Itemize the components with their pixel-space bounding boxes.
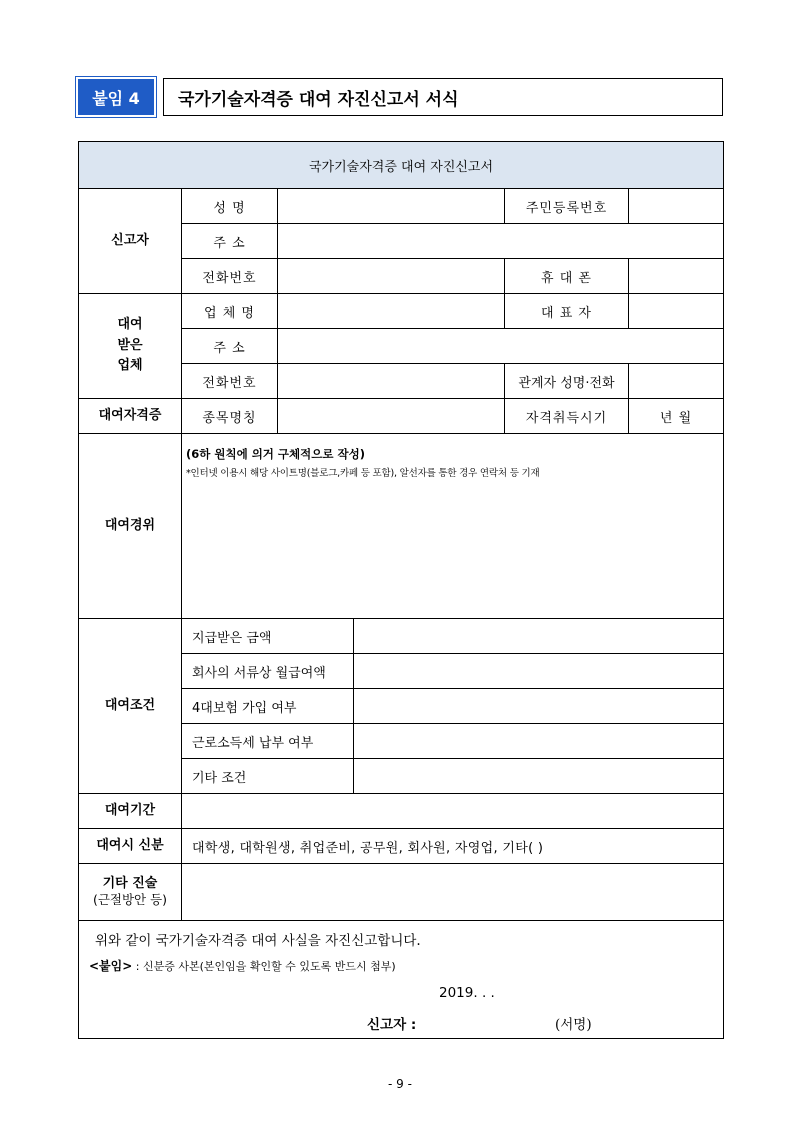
condition-field[interactable] bbox=[354, 759, 724, 794]
declaration-text: 위와 같이 국가기술자격증 대여 사실을 자진신고합니다. bbox=[95, 933, 421, 949]
condition-label: 지급받은 금액 bbox=[182, 619, 354, 654]
attachment-label: <붙임> bbox=[89, 959, 133, 973]
declaration-block bbox=[79, 921, 724, 1039]
rrn-label: 주민등록번호 bbox=[505, 189, 629, 224]
reporter-address-field[interactable] bbox=[278, 224, 724, 259]
company-phone-label: 전화번호 bbox=[182, 364, 278, 399]
contact-person-field[interactable] bbox=[629, 364, 724, 399]
other-statement-field[interactable] bbox=[182, 864, 724, 921]
reporter-section-label: 신고자 bbox=[79, 189, 182, 294]
reporter-address-label: 주 소 bbox=[182, 224, 278, 259]
company-address-field[interactable] bbox=[278, 329, 724, 364]
company-address-label: 주 소 bbox=[182, 329, 278, 364]
company-section-line1: 대여 bbox=[117, 316, 143, 332]
history-section-label: 대여경위 bbox=[79, 434, 182, 619]
mobile-label: 휴 대 폰 bbox=[505, 259, 629, 294]
signature-label[interactable]: (서명) bbox=[555, 1017, 592, 1033]
license-item-label: 종목명칭 bbox=[182, 399, 278, 434]
acquired-date-label: 자격취득시기 bbox=[505, 399, 629, 434]
attachment-tag: 붙임 4 bbox=[78, 79, 154, 115]
condition-label: 근로소득세 납부 여부 bbox=[182, 724, 354, 759]
other-statement-label bbox=[79, 864, 182, 921]
condition-field[interactable] bbox=[354, 724, 724, 759]
rrn-field[interactable] bbox=[629, 189, 724, 224]
report-form bbox=[78, 141, 724, 1039]
other-statement-title: 기타 진술 bbox=[102, 876, 158, 892]
contact-person-label: 관계자 성명·전화 bbox=[505, 364, 629, 399]
condition-label: 4대보험 가입 여부 bbox=[182, 689, 354, 724]
attachment-text: : 신분증 사본(본인임을 확인할 수 있도록 반드시 첨부) bbox=[132, 960, 396, 973]
history-field[interactable] bbox=[182, 434, 724, 619]
condition-label: 회사의 서류상 월급여액 bbox=[182, 654, 354, 689]
license-section-label: 대여자격증 bbox=[79, 399, 182, 434]
company-name-label: 업 체 명 bbox=[182, 294, 278, 329]
period-field[interactable] bbox=[182, 794, 724, 829]
mobile-field[interactable] bbox=[629, 259, 724, 294]
status-options[interactable]: 대학생, 대학원생, 취업준비, 공무원, 회사원, 자영업, 기타( ) bbox=[182, 829, 724, 864]
reporter-phone-field[interactable] bbox=[278, 259, 505, 294]
name-field[interactable] bbox=[278, 189, 505, 224]
history-note-title: (6하 원칙에 의거 구체적으로 작성) bbox=[186, 447, 365, 461]
condition-field[interactable] bbox=[354, 654, 724, 689]
status-section-label: 대여시 신분 bbox=[79, 829, 182, 864]
report-date[interactable]: 2019. . . bbox=[439, 985, 495, 1001]
signer-label: 신고자 : bbox=[367, 1017, 417, 1033]
company-section-label bbox=[79, 294, 182, 399]
section-title: 국가기술자격증 대여 자진신고서 서식 bbox=[163, 78, 723, 116]
conditions-section-label: 대여조건 bbox=[79, 619, 182, 794]
representative-label: 대 표 자 bbox=[505, 294, 629, 329]
period-section-label: 대여기간 bbox=[79, 794, 182, 829]
page-number: - 9 - bbox=[388, 1077, 412, 1091]
company-section-line3: 업체 bbox=[117, 358, 143, 374]
history-note-sub: *인터넷 이용시 해당 사이트명(블로그,카페 등 포함), 알선자를 통한 경우 연락처 등 기재 bbox=[186, 468, 540, 479]
condition-field[interactable] bbox=[354, 689, 724, 724]
attachment-note bbox=[89, 957, 396, 974]
other-statement-sub: (근절방안 등) bbox=[92, 892, 168, 908]
condition-label: 기타 조건 bbox=[182, 759, 354, 794]
representative-field[interactable] bbox=[629, 294, 724, 329]
condition-field[interactable] bbox=[354, 619, 724, 654]
acquired-date-field[interactable]: 년 월 bbox=[629, 399, 724, 434]
license-item-field[interactable] bbox=[278, 399, 505, 434]
reporter-phone-label: 전화번호 bbox=[182, 259, 278, 294]
company-section-line2: 받은 bbox=[117, 337, 143, 353]
company-phone-field[interactable] bbox=[278, 364, 505, 399]
form-title: 국가기술자격증 대여 자진신고서 bbox=[79, 142, 724, 189]
company-name-field[interactable] bbox=[278, 294, 505, 329]
name-label: 성 명 bbox=[182, 189, 278, 224]
